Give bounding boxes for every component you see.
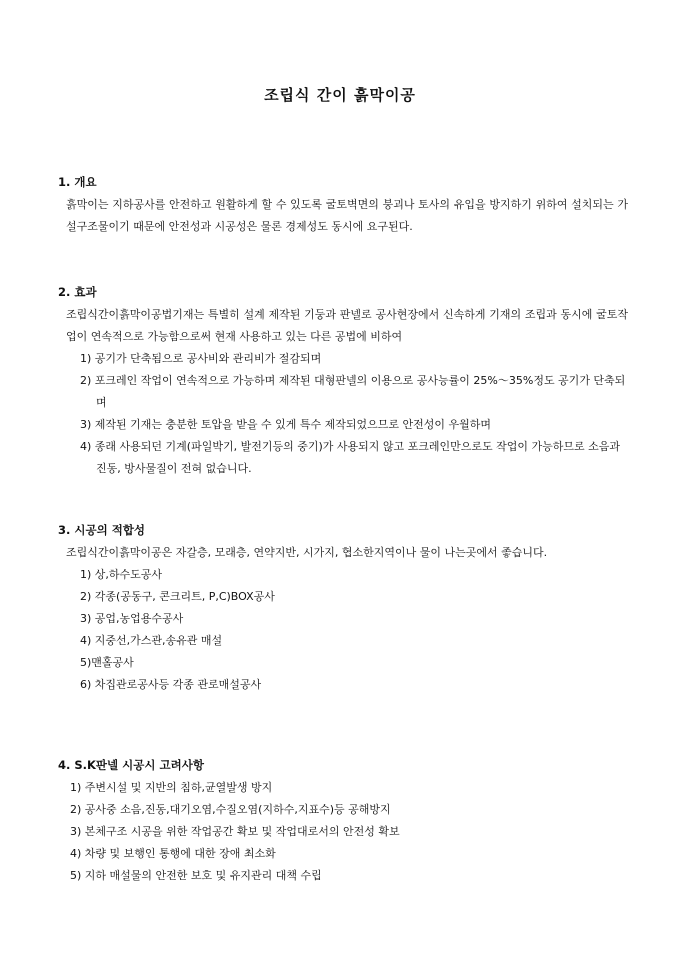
section-heading: 2. 효과 [58,285,97,299]
section-effects [58,282,628,480]
section-heading: 4. S.K판넬 시공시 고려사항 [58,758,204,772]
section-heading: 3. 시공의 적합성 [58,523,146,537]
list-item: 3) 본체구조 시공을 위한 작업공간 확보 및 작업대로서의 안전성 확보 [70,825,400,838]
list-item: 1) 상,하수도공사 [80,568,163,581]
list-item: 5) 지하 매설물의 안전한 보호 및 유지관리 대책 수립 [70,869,322,882]
section-paragraph: 조립식간이흙막이공법기재는 특별히 설계 제작된 기둥과 판넬로 공사현장에서 신속하게 기재의 조립과 동시에 굴토작업이 연속적으로 가능함으로써 현재 사용하고 있는 다른 공법에 비하여 [66,308,628,343]
list-item: 3) 제작된 기재는 충분한 토압을 받을 수 있게 특수 제작되었으므로 안전성이 우월하며 [80,418,492,431]
list-item: 4) 종래 사용되던 기계(파일박기, 발전기등의 중기)가 사용되지 않고 포크레인만으로도 작업이 가능하므로 소음과 진동, 방사물질이 전혀 없습니다. [80,440,620,475]
suitability-list [58,564,628,696]
list-item: 2) 각종(공동구, 콘크리트, P,C)BOX공사 [80,590,275,603]
list-item: 1) 공기가 단축됨으로 공사비와 관리비가 절감되며 [80,352,322,365]
list-item: 1) 주변시설 및 지반의 침하,균열발생 방지 [70,781,273,794]
section-overview [58,172,628,238]
effects-list [58,348,628,480]
document-title: 조립식 간이 흙막이공 [264,86,416,104]
list-item: 2) 포크레인 작업이 연속적으로 가능하며 제작된 대형판넬의 이용으로 공사능률이 25%～35%정도 공기가 단축되며 [80,374,626,409]
list-item: 5)맨홀공사 [80,656,134,669]
section-paragraph: 조립식간이흙막이공은 자갈층, 모래층, 연약지반, 시가지, 협소한지역이나 물이 나는곳에서 좋습니다. [66,546,548,559]
section-heading: 1. 개요 [58,175,97,189]
section-suitability [58,520,628,696]
list-item: 2) 공사중 소음,진동,대기오염,수질오염(지하수,지표수)등 공해방지 [70,803,391,816]
list-item: 4) 지중선,가스관,송유관 매설 [80,634,223,647]
considerations-list [58,777,628,887]
section-paragraph: 흙막이는 지하공사를 안전하고 원활하게 할 수 있도록 굴토벽면의 붕괴나 토사의 유입을 방지하기 위하여 설치되는 가설구조물이기 때문에 안전성과 시공성은 물론 경제성도 동시에 요구된다. [66,198,628,233]
list-item: 4) 차량 및 보행인 통행에 대한 장애 최소화 [70,847,276,860]
section-considerations [58,755,628,887]
list-item: 6) 차집관로공사등 각종 관로매설공사 [80,678,262,691]
list-item: 3) 공업,농업용수공사 [80,612,184,625]
